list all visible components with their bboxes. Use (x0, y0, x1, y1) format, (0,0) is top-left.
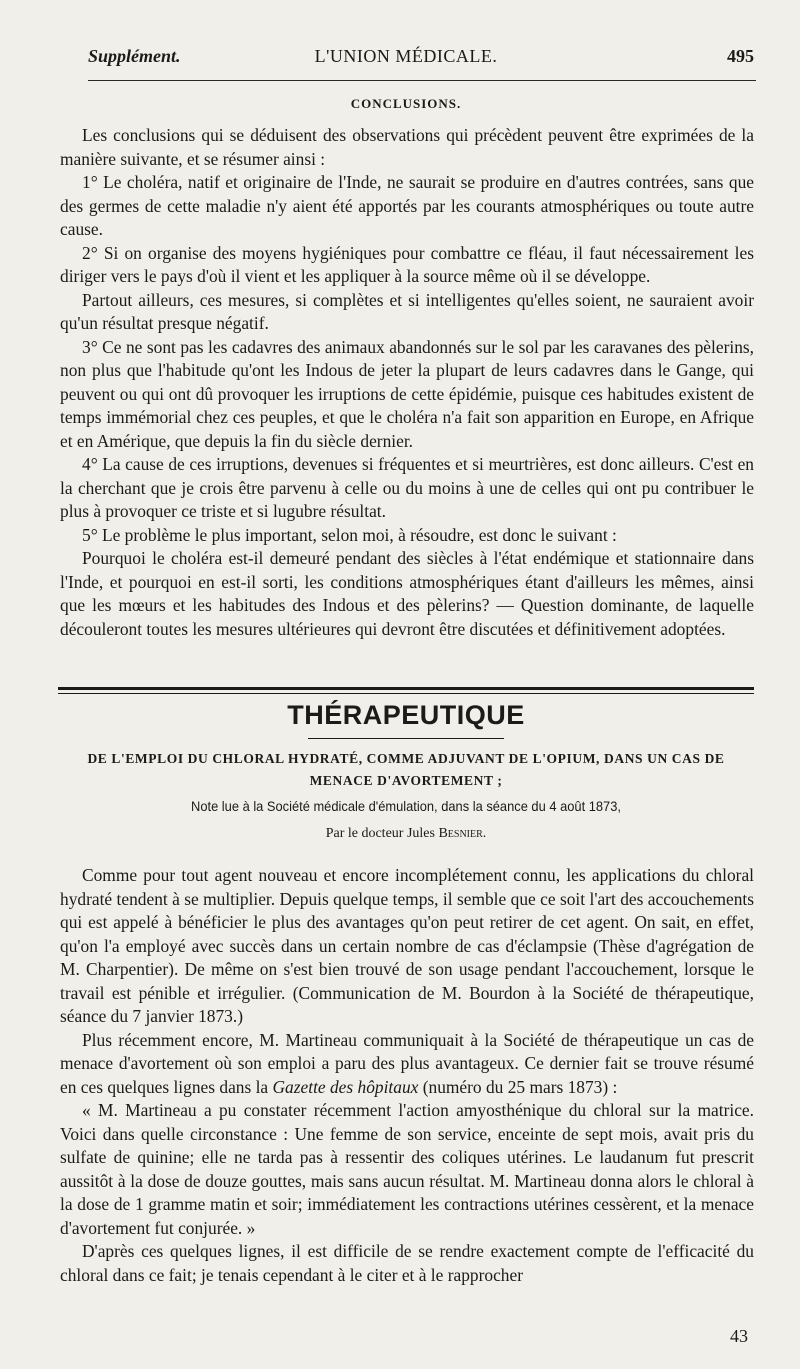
paragraph: D'après ces quelques lignes, il est difficile de se rendre exactement compte de l'efficacité du chloral dans ce fait; je tenais cependant à le citer et à le rapprocher (60, 1241, 754, 1285)
header-section: Supplément. (88, 46, 181, 66)
paragraph: Partout ailleurs, ces mesures, si complètes et si intelligentes qu'elles soient, ne sauraient avoir qu'un résultat presque négatif. (60, 289, 754, 333)
author-name: Besnier. (438, 826, 487, 841)
section-divider-thick (58, 687, 754, 690)
section-divider-thin (58, 693, 754, 694)
paragraph: 2° Si on organise des moyens hygiéniques pour combattre ce fléau, il faut nécessairement les diriger vers le pays d'où il vient et les appliquer à la source même où il se développe. (60, 242, 754, 286)
article-title-line: MENACE D'AVORTEMENT ; (309, 773, 503, 788)
journal-citation: Gazette des hôpitaux (272, 1076, 419, 1097)
author-prefix: Par le docteur Jules (325, 826, 439, 841)
title-underline (308, 738, 504, 739)
article-title (58, 748, 754, 792)
paragraph: Les conclusions qui se déduisent des observations qui précèdent peuvent être exprimées de la manière suivante, et se résumer ainsi : (60, 125, 754, 169)
paragraph: Comme pour tout agent nouveau et encore incomplétement connu, les applications du chloral hydraté tendent à se multiplier. Depuis quelque temps, il semble que ce soit l'art des accouchements qui est appelé à bénéficier le plus des avantages qu'on peut retirer de cet agent. On sait, en effet, qu'on l'a employé avec succès dans un certain nombre de cas d'éclampsie (Thèse d'agrégation de M. Charpentier). De même on s'est bien trouvé de son usage pendant l'accouchement, lorsque le travail est pénible et irrégulier. (Communication de M. Bourdon à la Société de thérapeutique, séance du 7 janvier 1873.) (60, 865, 754, 1026)
paragraph (60, 1029, 754, 1100)
text-run: Plus récemment encore, M. Martineau communiquait à la Société de thérapeutique un cas de menace d'avortement où son emploi a paru des plus avantageux. Ce dernier fait se trouve résumé en ces quelques lignes dans la (60, 1029, 754, 1097)
header-rule (88, 80, 756, 81)
header-journal: L'UNION MÉDICALE. (314, 46, 498, 66)
article-note: Note lue à la Société médicale d'émulation, dans la séance du 4 août 1873, (191, 798, 621, 814)
conclusions-title: CONCLUSIONS. (350, 96, 462, 111)
article-author (58, 826, 754, 842)
running-header (58, 46, 754, 74)
paragraph: Pourquoi le choléra est-il demeuré pendant des siècles à l'état endémique et stationnaire dans l'Inde, et pourquoi en est-il sorti, les conditions atmosphériques étant d'ailleurs les mêmes, ainsi que les mœurs et les habitudes des Indous et des pèlerins? — Question dominante, de laquelle découleront toutes les mesures ultérieures qui devront être discutées et définitivement adoptées. (60, 548, 754, 639)
text-run: (numéro du 25 mars 1873) : (418, 1076, 618, 1097)
quotation-paragraph: « M. Martineau a pu constater récemment l'action amyosthénique du chloral sur la matrice. Voici dans quelle circonstance : Une femme de son service, enceinte de sept mois, avait pris du sulfate de quinine; elle ne tarda pas à ressentir des coliques utérines. Le laudanum fut prescrit aussitôt à la dose de douze gouttes, mais sans aucun résultat. M. Martineau donna alors le chloral à la dose de 1 gramme matin et soir; immédiatement les contractions utérines cessèrent, et la menace d'avortement fut conjurée. » (60, 1100, 754, 1238)
paragraph: 3° Ce ne sont pas les cadavres des animaux abandonnés sur le sol par les caravanes des pèlerins, non plus que l'habitude qu'ont les Indous de jeter la plupart de leurs cadavres dans le Gange, qui peuvent ou qui ont dû provoquer les irruptions de cette épidémie, puisque ces habitudes existent de temps immémorial chez ces peuples, et que le choléra n'a fait son apparition en Europe, en Afrique et en Amérique, que depuis la fin du siècle dernier. (60, 336, 754, 451)
signature-mark: 43 (730, 1326, 748, 1346)
section-title-therapeutique: THÉRAPEUTIQUE (287, 700, 525, 730)
conclusions-body (60, 124, 754, 641)
article-body (60, 864, 754, 1287)
paragraph: 1° Le choléra, natif et originaire de l'Inde, ne saurait se produire en d'autres contrées, sans que des germes de cette maladie n'y aient été apportés par les courants atmosphériques ou toute autre cause. (60, 172, 754, 239)
paragraph: 5° Le problème le plus important, selon moi, à résoudre, est donc le suivant : (82, 524, 617, 545)
article-title-line: DE L'EMPLOI DU CHLORAL HYDRATÉ, COMME ADJUVANT DE L'OPIUM, DANS UN CAS DE (87, 751, 725, 766)
page-number: 495 (727, 46, 754, 66)
paragraph: 4° La cause de ces irruptions, devenues si fréquentes et si meurtrières, est donc ailleurs. C'est en la cherchant que je crois être parvenu à celle ou du moins à une de celles qui ont pu contribuer le plus à provoquer ce triste et si lugubre résultat. (60, 454, 754, 521)
